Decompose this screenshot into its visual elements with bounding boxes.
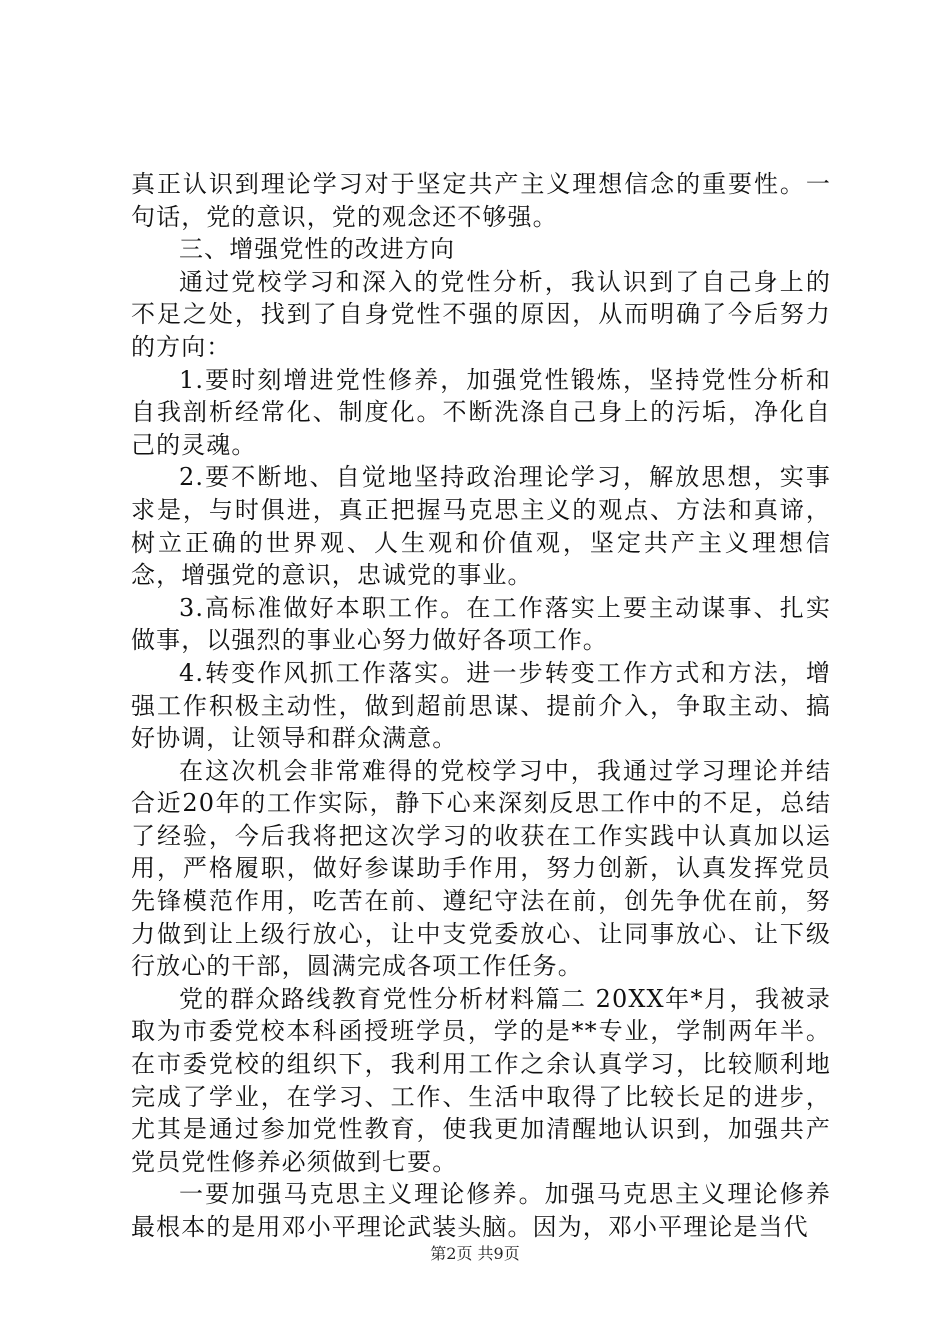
paragraph-first-requirement: 一要加强马克思主义理论修养。加强马克思主义理论修养最根本的是用邓小平理论武装头脑。因为，邓小平理论是当代 [131, 1180, 831, 1241]
section-heading: 三、增强党性的改进方向 [179, 235, 456, 264]
paragraph-summary: 在这次机会非常难得的党校学习中，我通过学习理论并结合近20年的工作实际，静下心来深刻反思工作中的不足，总结了经验，今后我将把这次学习的收获在工作实践中认真加以运用，严格履职，做好参谋助手作用，努力创新，认真发挥党员先锋模范作用，吃苦在前、遵纪守法在前，创先争优在前，努力做到让上级行放心，让中支党委放心、让同事放心、让下级行放心的干部，圆满完成各项工作任务。 [131, 756, 831, 981]
page-number-footer: 第2页 共9页 [430, 1244, 520, 1263]
document-body [131, 168, 831, 1244]
paragraph-continuation: 真正认识到理论学习对于坚定共产主义理想信念的重要性。一句话，党的意识，党的观念还不够强。 [131, 170, 831, 231]
list-item-1: 1.要时刻增进党性修养，加强党性锻炼，坚持党性分析和自我剖析经常化、制度化。不断洗涤自己身上的污垢，净化自己的灵魂。 [131, 365, 831, 459]
list-item-2: 2.要不断地、自觉地坚持政治理论学习，解放思想，实事求是，与时俱进，真正把握马克思主义的观点、方法和真谛，树立正确的世界观、人生观和价值观，坚定共产主义理想信念，增强党的意识，忠诚党的事业。 [131, 463, 831, 590]
paragraph-part-two: 党的群众路线教育党性分析材料篇二 20XX年*月，我被录取为市委党校本科函授班学员，学的是**专业，学制两年半。在市委党校的组织下，我利用工作之余认真学习，比较顺利地完成了学业，在学习、工作、生活中取得了比较长足的进步，尤其是通过参加党性教育，使我更加清醒地认识到，加强共产党员党性修养必须做到七要。 [131, 984, 831, 1176]
list-item-3: 3.高标准做好本职工作。在工作落实上要主动谋事、扎实做事，以强烈的事业心努力做好各项工作。 [131, 593, 831, 655]
list-item-4: 4.转变作风抓工作落实。进一步转变工作方式和方法，增强工作积极主动性，做到超前思谋、提前介入，争取主动、搞好协调，让领导和群众满意。 [131, 658, 831, 753]
paragraph-intro: 通过党校学习和深入的党性分析，我认识到了自己身上的不足之处，找到了自身党性不强的原因，从而明确了今后努力的方向： [131, 267, 831, 361]
